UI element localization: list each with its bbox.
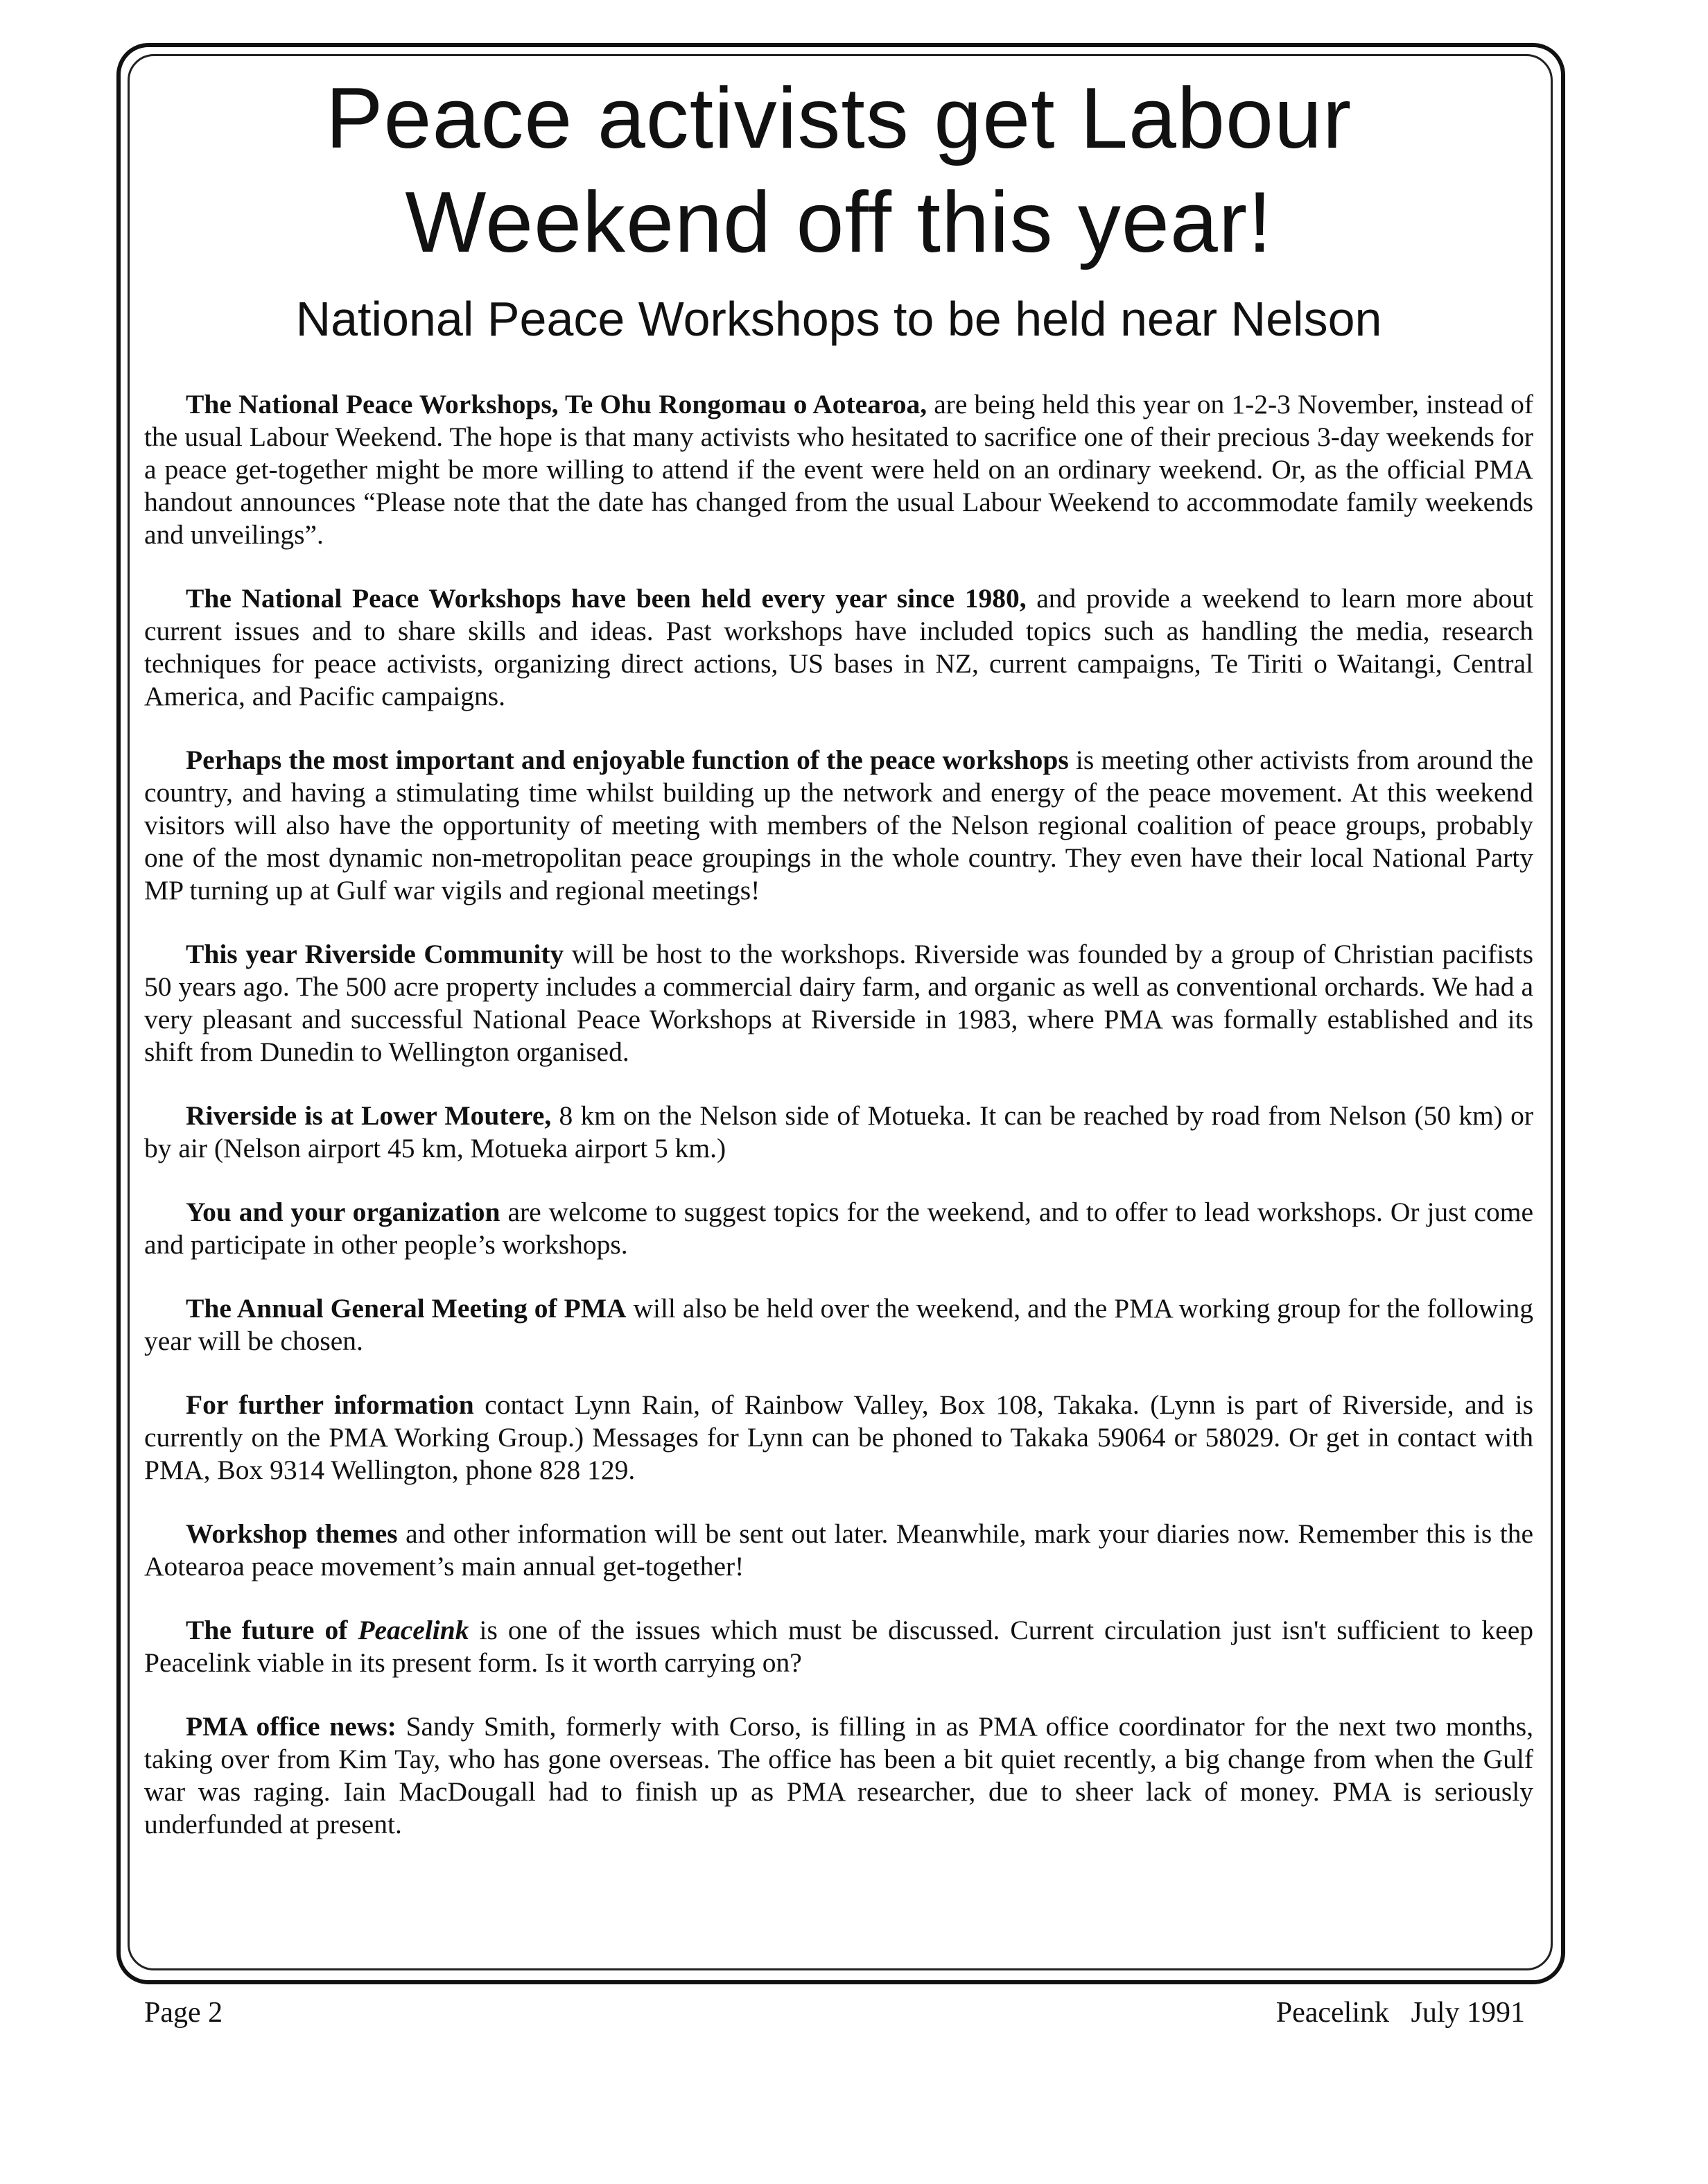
paragraph-lead: Perhaps the most important and enjoyable function of the peace workshops [186,745,1069,775]
paragraph-4 [144,938,1533,1068]
paragraph-2 [144,582,1533,713]
paragraph-text: contact Lynn Rain, of Rainbow Valley, Box 108, Takaka. (Lynn is part of Riverside, and is currently on the PMA Working Group.) Messages for Lynn can be phoned to Takaka 59064 or 58029. Or get in contact with PMA, Box 9314 Wellington, phone 828 129. [144,1389,1533,1485]
paragraph-10 [144,1614,1533,1679]
paragraph-text: are welcome to suggest topics for the weekend, and to offer to lead workshops. Or just come and participate in other people’s workshops. [144,1197,1533,1260]
paragraph-text: are being held this year on 1-2-3 November, instead of the usual Labour Weekend. The hope is that many activists who hesitated to sacrifice one of their precious 3-day weekends for a peace get-together might be more willing to attend if the event were held on an ordinary weekend. Or, as the official PMA handout announces “Please note that the date has changed from the usual Labour Weekend to accommodate family weekends and unveilings”. [144,389,1533,550]
paragraph-lead: Riverside is at Lower Moutere, [186,1100,552,1131]
subheadline: National Peace Workshops to be held near Nelson [295,292,1382,346]
paragraph-lead: Workshop themes [186,1518,398,1549]
paragraph-lead: The future of [186,1615,358,1645]
paragraph-1 [144,388,1533,551]
publication-name-italic: Peacelink [358,1615,469,1645]
page-number: Page 2 [144,1997,223,2029]
publication-issue: Peacelink July 1991 [1275,1997,1525,2029]
paragraph-11 [144,1710,1533,1841]
paragraph-5 [144,1100,1533,1165]
paragraph-text: Sandy Smith, formerly with Corso, is filling in as PMA office coordinator for the next two months, taking over from Kim Tay, who has gone overseas. The office has been a bit quiet recently, a big change from when the Gulf war was raging. Iain MacDougall had to finish up as PMA researcher, due to sheer lack of money. PMA is seriously underfunded at present. [144,1711,1533,1839]
paragraph-9 [144,1518,1533,1583]
paragraph-8 [144,1389,1533,1487]
paragraph-text: will be host to the workshops. Riverside was founded by a group of Christian pacifists 50 years ago. The 500 acre property includes a commercial dairy farm, and organic as well as conventional orchards. We had a very pleasant and successful National Peace Workshops at Riverside in 1983, where PMA was formally established and its shift from Dunedin to Wellington organised. [144,939,1533,1067]
paragraph-lead: The Annual General Meeting of PMA [186,1293,627,1324]
paragraph-7 [144,1292,1533,1358]
article-box [144,67,1533,1959]
paragraph-text: and other information will be sent out later. Meanwhile, mark your diaries now. Remember this is the Aotearoa peace movement’s main annual get-together! [144,1518,1533,1581]
paragraph-lead: The National Peace Workshops have been held every year since 1980, [186,583,1027,614]
paragraph-lead: You and your organization [186,1197,500,1227]
headline: Peace activists get Labour Weekend off this year! [325,71,1352,270]
paragraph-text: is one of the issues which must be discussed. Current circulation just isn't sufficient to keep Peacelink viable in its present form. Is it worth carrying on? [144,1615,1533,1678]
paragraph-lead: PMA office news: [186,1711,397,1742]
paragraph-3 [144,744,1533,907]
paragraph-lead: The National Peace Workshops, Te Ohu Rongomau o Aotearoa, [186,389,927,419]
paragraph-text: and provide a weekend to learn more about current issues and to share skills and ideas. Past workshops have included topics such as handling the media, research techniques for peace activists, organizing direct actions, US bases in NZ, current campaigns, Te Tiriti o Waitangi, Central America, and Pacific campaigns. [144,583,1533,711]
paragraph-text: is meeting other activists from around the country, and having a stimulating time whilst building up the network and energy of the peace movement. At this weekend visitors will also have the opportunity of meeting with members of the Nelson regional coalition of peace groups, probably one of the most dynamic non-metropolitan peace groupings in the whole country. They even have their local National Party MP turning up at Gulf war vigils and regional meetings! [144,745,1533,905]
article-body [144,388,1533,1841]
paragraph-6 [144,1196,1533,1261]
paragraph-lead: This year Riverside Community [186,939,564,969]
paragraph-text: will also be held over the weekend, and the PMA working group for the following year will be chosen. [144,1293,1533,1356]
paragraph-text: 8 km on the Nelson side of Motueka. It can be reached by road from Nelson (50 km) or by air (Nelson airport 45 km, Motueka airport 5 km.) [144,1100,1533,1163]
paragraph-lead: For further information [186,1389,474,1420]
